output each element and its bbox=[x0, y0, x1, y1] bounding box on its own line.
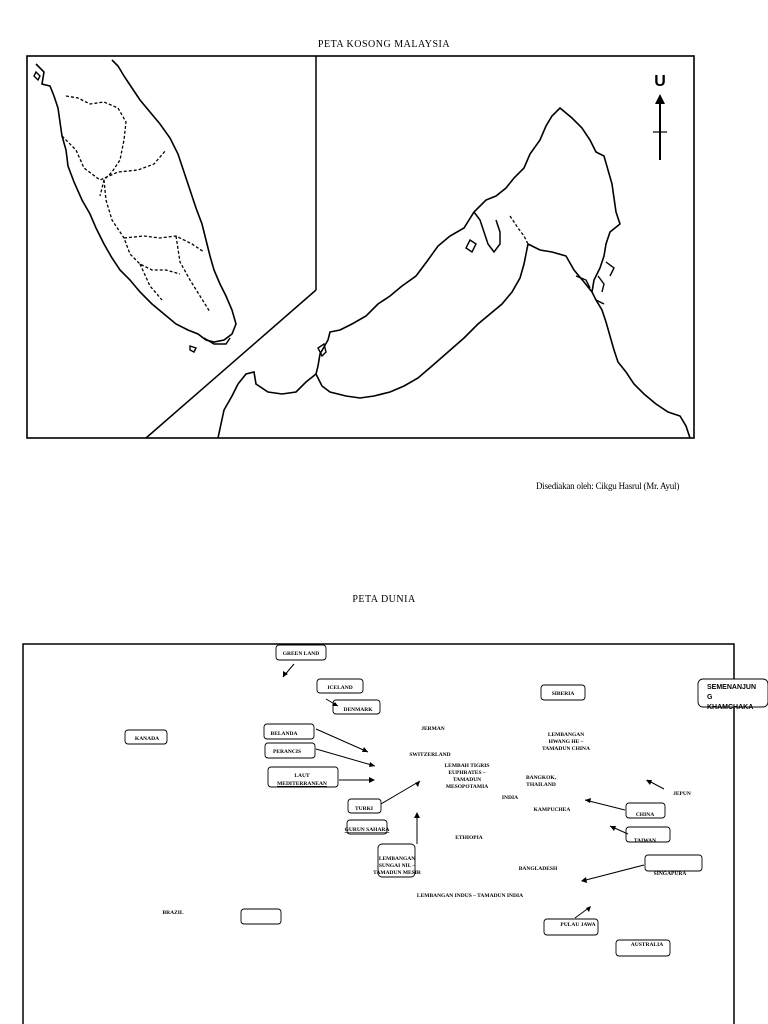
labuan-island bbox=[466, 240, 476, 252]
denmark-label: DENMARK bbox=[343, 707, 373, 713]
brazil-blank-box bbox=[241, 909, 281, 924]
arrowhead-icon bbox=[369, 777, 375, 783]
turki-arrow bbox=[381, 781, 420, 804]
belanda-arrow bbox=[316, 729, 368, 752]
india-label: INDIA bbox=[501, 795, 519, 801]
divider-diagonal bbox=[146, 290, 316, 438]
hwang-he-label-line2: HWANG HE – bbox=[548, 739, 584, 745]
gurun-sahara-label: GURUN SAHARA bbox=[344, 827, 390, 833]
laut-label-line2: MEDITERRANEAN bbox=[277, 781, 327, 787]
malaysia-map bbox=[27, 56, 694, 438]
khamchaka-label-line1: SEMENANJUN bbox=[707, 684, 757, 691]
bangkok-label-line2: THAILAND bbox=[526, 782, 556, 788]
china-label: CHINA bbox=[635, 812, 655, 818]
iceland-label: ICELAND bbox=[327, 685, 353, 691]
tigris-label-line2: EUPHRATES – bbox=[448, 770, 486, 776]
tigris-label-line3: TAMADUN bbox=[452, 777, 482, 783]
malaysia-map-title: PETA KOSONG MALAYSIA bbox=[317, 39, 451, 50]
khamchaka-label-line3: KHAMCHAKA bbox=[707, 704, 754, 711]
sungai-nil-label-line3: TAMADUN MESIR bbox=[373, 870, 421, 876]
sabah-sarawak-border bbox=[510, 216, 528, 244]
tigris-label-line1: LEMBAH TIGRIS bbox=[444, 763, 490, 769]
peninsular-malaysia-outline bbox=[36, 60, 236, 342]
jerman-label: JERMAN bbox=[421, 726, 445, 732]
ethiopia-label: ETHIOPIA bbox=[455, 835, 483, 841]
kampuchea-label: KAMPUCHEA bbox=[533, 807, 571, 813]
langkawi-island bbox=[190, 346, 196, 352]
turki-label: TURKI bbox=[354, 806, 374, 812]
laut-label-line1: LAUT bbox=[294, 773, 310, 779]
world-map bbox=[23, 644, 768, 1024]
perancis-label: PERANCIS bbox=[272, 749, 302, 755]
arrowhead-icon bbox=[581, 877, 587, 883]
singapura-arrow bbox=[582, 865, 644, 881]
compass-north-arrow-icon bbox=[655, 94, 665, 104]
sungai-nil-label-line2: SUNGAI NIL – bbox=[378, 863, 416, 869]
brazil-label: BRAZIL bbox=[162, 910, 184, 916]
bangkok-label-line1: BANGKOK, bbox=[525, 775, 557, 781]
world-map-title: PETA DUNIA bbox=[352, 594, 416, 605]
jepun-label: JEPUN bbox=[673, 791, 691, 797]
pulau-jawa-label: PULAU JAWA bbox=[560, 922, 596, 928]
green-land-label: GREEN LAND bbox=[282, 651, 320, 657]
australia-label: AUSTRALIA bbox=[630, 942, 664, 948]
arrowhead-icon bbox=[585, 798, 591, 803]
compass-label: U bbox=[654, 73, 666, 90]
bangladesh-label: BANGLADESH bbox=[518, 866, 558, 872]
borneo-malaysia-outline bbox=[218, 108, 690, 438]
singapura-box bbox=[645, 855, 702, 871]
taiwan-label: TAIWAN bbox=[633, 838, 657, 844]
arrowhead-icon bbox=[586, 906, 591, 912]
credit-text: Disediakan oleh: Cikgu Hasrul (Mr. Ayul) bbox=[536, 481, 680, 491]
hwang-he-label-line1: LEMBANGAN bbox=[547, 732, 585, 738]
penang-island bbox=[34, 72, 40, 80]
belanda-label: BELANDA bbox=[270, 731, 298, 737]
brunei-outline bbox=[474, 212, 500, 252]
sungai-nil-label-line1: LEMBANGAN bbox=[378, 856, 416, 862]
china-arrow bbox=[585, 800, 625, 810]
hwang-he-label-line3: TAMADUN CHINA bbox=[541, 746, 591, 752]
tigris-label-line4: MESOPOTAMIA bbox=[445, 784, 489, 790]
kanada-label: KANADA bbox=[134, 736, 160, 742]
switzerland-label: SWITZERLAND bbox=[409, 752, 451, 758]
siberia-label: SIBERIA bbox=[551, 691, 575, 697]
indus-label: LEMBANGAN INDUS – TAMADUN INDIA bbox=[416, 893, 524, 899]
khamchaka-label-line2: G bbox=[707, 694, 713, 701]
arrowhead-icon bbox=[414, 812, 420, 818]
singapura-label: SINGAPURA bbox=[653, 871, 687, 877]
